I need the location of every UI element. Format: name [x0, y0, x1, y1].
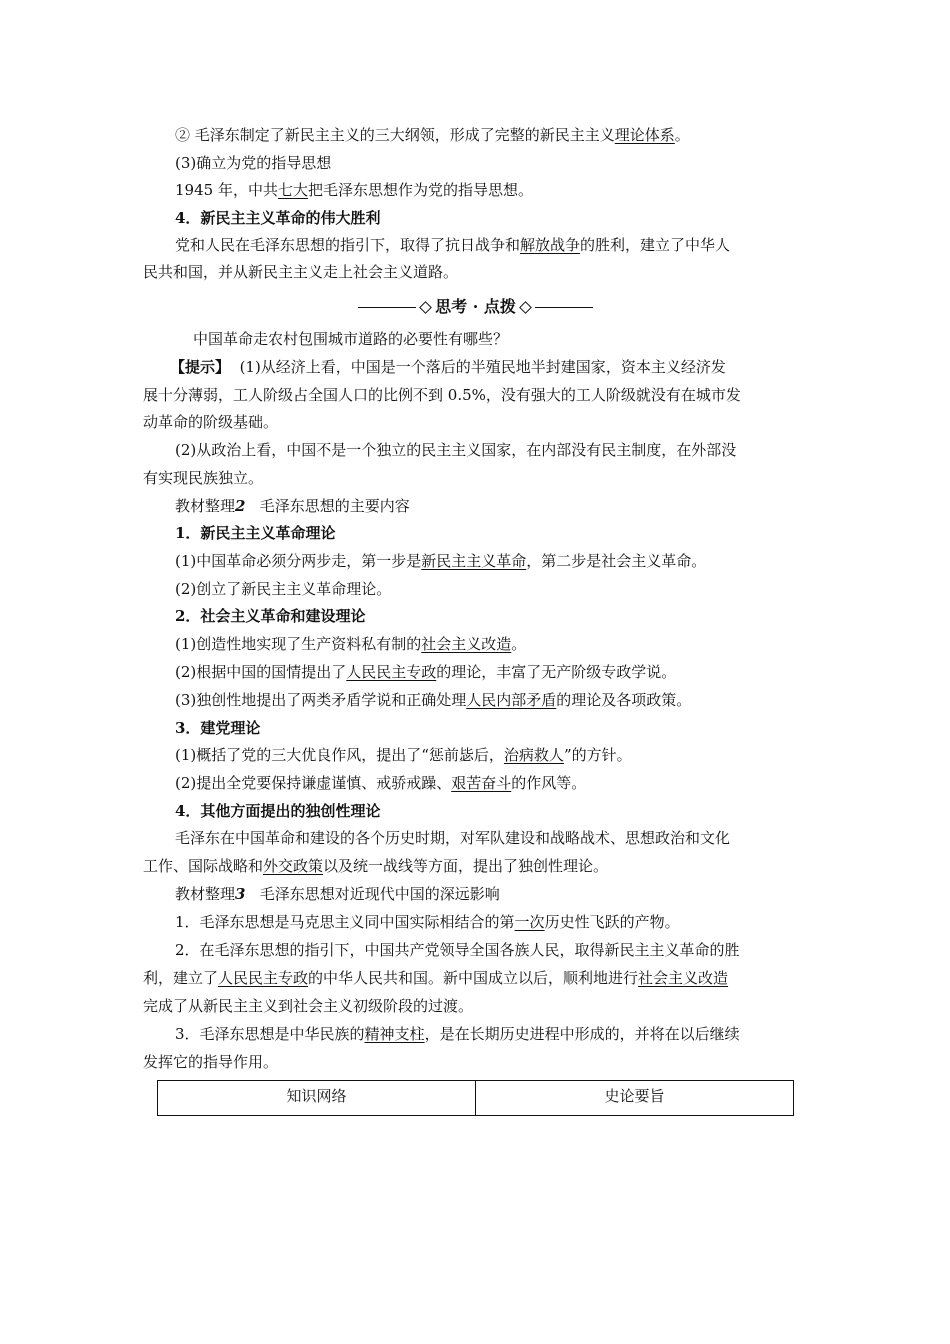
text-line: (2)提出全党要保持谦虚谨慎、戒骄戒躁、艰苦奋斗的作风等。	[175, 774, 587, 792]
text-line: 4．新民主主义革命的伟大胜利	[175, 209, 381, 227]
text-line: 党和人民在毛泽东思想的指引下，取得了抗日战争和解放战争的胜利，建立了中华人	[175, 236, 731, 254]
heading-rule	[358, 307, 416, 308]
table-header-history-theory: 史论要旨	[476, 1081, 794, 1116]
text-line: 2．在毛泽东思想的指引下，中国共产党领导全国各族人民，取得新民主主义革命的胜	[175, 941, 740, 959]
text-line: (3)确立为党的指导思想	[175, 154, 332, 172]
text-line: 1945 年，中共七大把毛泽东思想作为党的指导思想。	[175, 181, 533, 199]
text-line: (2)根据中国的国情提出了人民民主专政的理论，丰富了无产阶级专政学说。	[175, 663, 677, 681]
text-line: 毛泽东在中国革命和建设的各个历史时期，对军队建设和战略战术、思想政治和文化	[175, 829, 731, 847]
diamond-icon	[519, 301, 532, 314]
section-heading: 教材整理3 毛泽东思想对近现代中国的深远影响	[175, 885, 500, 903]
text-line: 完成了从新民主主义到社会主义初级阶段的过渡。	[143, 997, 474, 1015]
hint-line: 有实现民族独立。	[143, 469, 264, 487]
text-line: 3．毛泽东思想是中华民族的精神支柱，是在长期历史进程中形成的，并将在以后继续	[175, 1025, 740, 1043]
text-line: 发挥它的指导作用。	[143, 1053, 279, 1071]
hint-line: 动革命的阶级基础。	[143, 413, 279, 431]
subheading: 3．建党理论	[175, 719, 261, 737]
hint-line: (2)从政治上看，中国不是一个独立的民主主义国家，在内部没有民主制度，在外部没	[175, 441, 737, 459]
text-line: 工作、国际战略和外交政策以及统一战线等方面，提出了独创性理论。	[143, 857, 609, 875]
diamond-icon	[419, 301, 432, 314]
table-header-knowledge-network: 知识网络	[158, 1081, 476, 1116]
heading-rule	[535, 307, 593, 308]
subheading: 4．其他方面提出的独创性理论	[175, 802, 381, 820]
text-line: 1．毛泽东思想是马克思主义同中国实际相结合的第一次历史性飞跃的产物。	[175, 913, 680, 931]
text-line: (2)创立了新民主主义革命理论。	[175, 580, 392, 598]
text-line: ② 毛泽东制定了新民主主义的三大纲领，形成了完整的新民主主义理论体系。	[175, 126, 690, 144]
section-heading: 教材整理2 毛泽东思想的主要内容	[175, 497, 410, 515]
question-text: 中国革命走农村包围城市道路的必要性有哪些？	[193, 330, 509, 348]
text-line: (1)中国革命必须分两步走，第一步是新民主主义革命，第二步是社会主义革命。	[175, 552, 707, 570]
text-line: 利，建立了人民民主专政的中华人民共和国。新中国成立以后，顺利地进行社会主义改造	[143, 969, 729, 987]
subheading: 1．新民主主义革命理论	[175, 524, 336, 542]
think-heading: 思考 · 点拨	[143, 293, 808, 321]
summary-table	[157, 1080, 794, 1116]
table-row	[158, 1081, 794, 1116]
text-line: (3)独创性地提出了两类矛盾学说和正确处理人民内部矛盾的理论及各项政策。	[175, 691, 692, 709]
subheading: 2．社会主义革命和建设理论	[175, 607, 366, 625]
text-line: (1)概括了党的三大优良作风，提出了“惩前毖后，治病救人”的方针。	[175, 746, 632, 764]
hint-line: 【提示】 (1)从经济上看，中国是一个落后的半殖民地半封建国家，资本主义经济发	[170, 358, 726, 376]
text-line: 民共和国，并从新民主主义走上社会主义道路。	[143, 263, 459, 281]
hint-line: 展十分薄弱，工人阶级占全国人口的比例不到 0.5%，没有强大的工人阶级就没有在城市发	[143, 386, 741, 404]
text-line: (1)创造性地实现了生产资料私有制的社会主义改造。	[175, 635, 527, 653]
